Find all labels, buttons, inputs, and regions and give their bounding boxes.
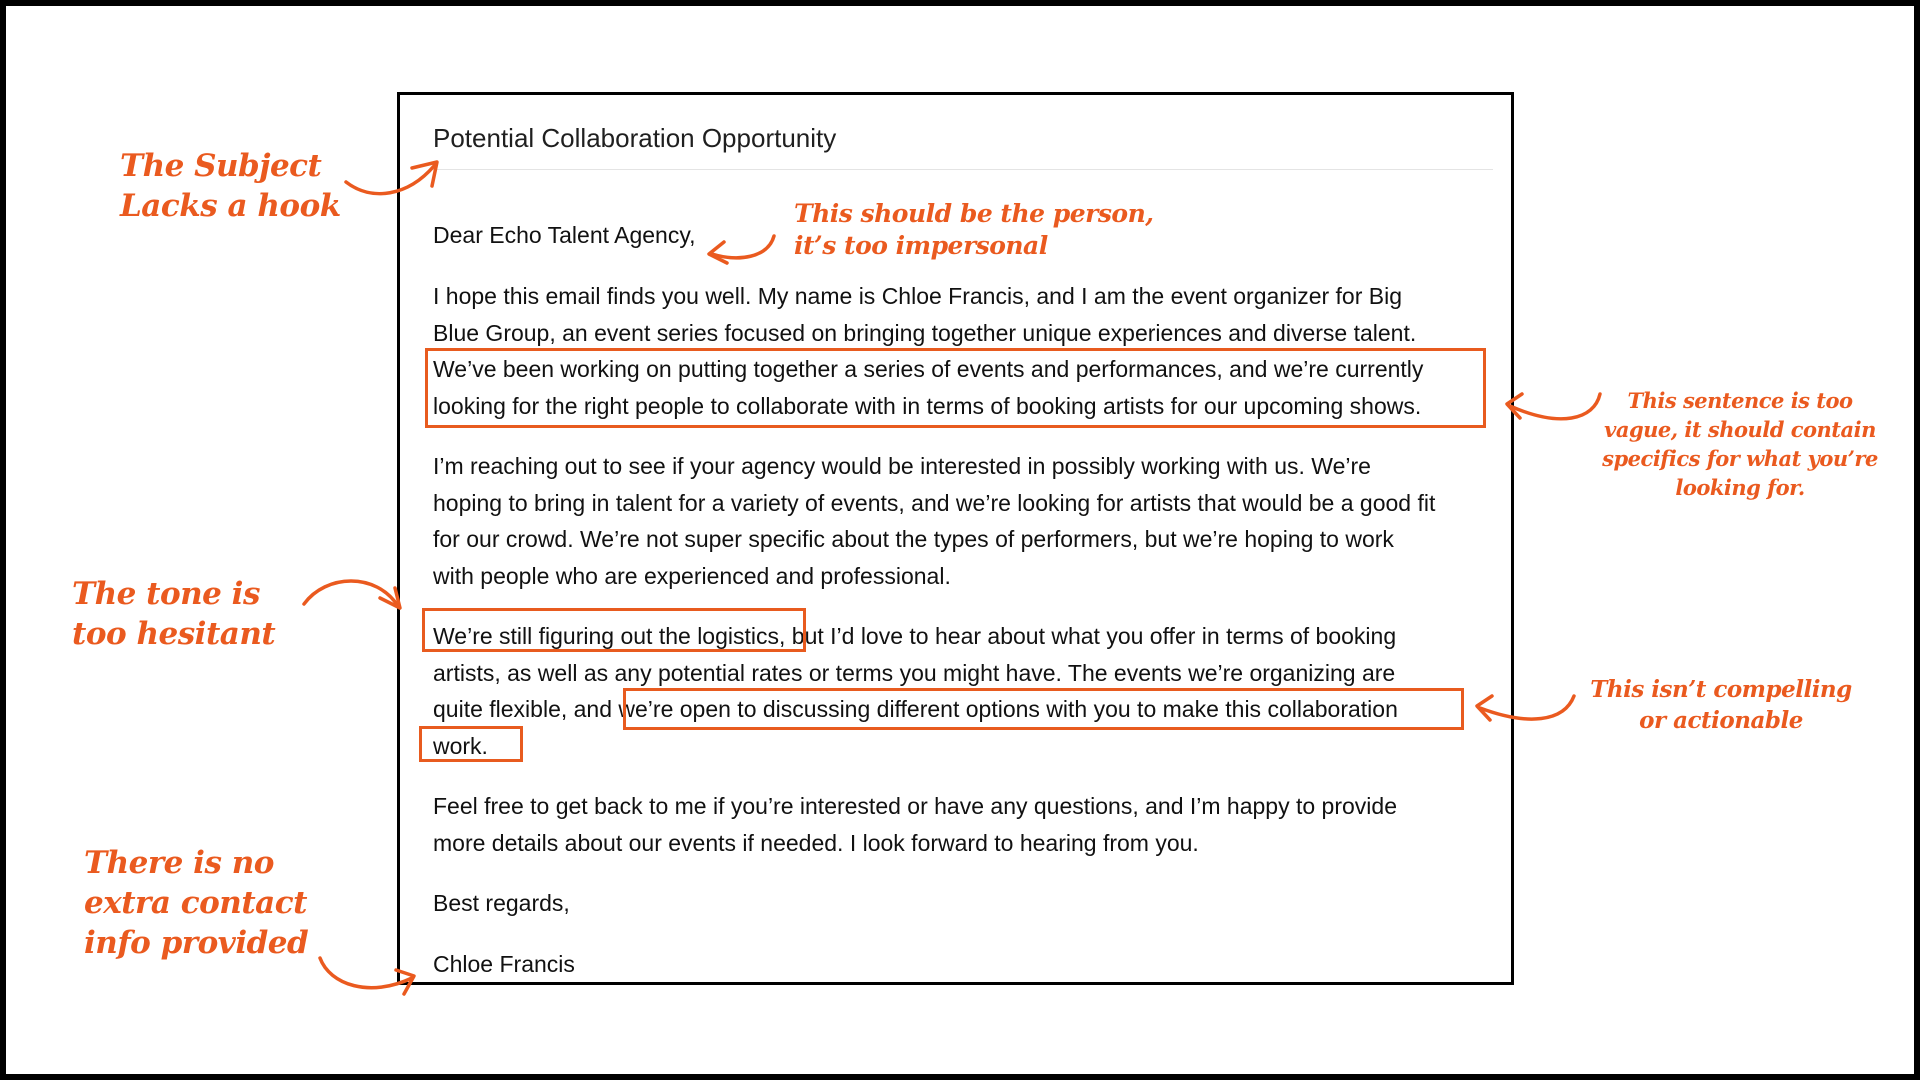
- paragraph-3-line: We’re still figuring out the logistics, but I’d love to hear about what you offer in terms of booking: [433, 623, 1397, 649]
- paragraph-3-line: work.: [433, 732, 488, 759]
- highlight-logistics-phrase: [422, 608, 806, 652]
- paragraph-3-line: artists, as well as any potential rates or terms you might have. The events we’re organizing are: [433, 659, 1396, 686]
- paragraph-2-line: for our crowd. We’re not super specific about the types of performers, but we’re hoping to work: [433, 526, 1394, 552]
- highlight-open-to-discussing: [623, 688, 1464, 730]
- paragraph-1-line: We’ve been working on putting together a series of events and performances, and we’re currently: [433, 356, 1424, 382]
- note-line: There is no: [84, 845, 274, 881]
- paragraph-1-line: I hope this email finds you well. My name is Chloe Francis, and I am the event organizer for Big: [433, 283, 1403, 309]
- note-line: The tone is: [72, 576, 260, 612]
- note-line: extra contact: [84, 885, 307, 921]
- highlight-vague-sentence: [425, 348, 1486, 428]
- note-line: info provided: [84, 925, 309, 961]
- note-not-compelling: [1580, 674, 1862, 736]
- paragraph-1-line: Blue Group, an event series focused on bringing together unique experiences and diverse talent.: [433, 319, 1417, 346]
- note-no-contact-info: [84, 843, 308, 963]
- note-line: it’s too impersonal: [794, 231, 1048, 260]
- paragraph-1-line: looking for the right people to collaborate with in terms of booking artists for our upcoming shows.: [433, 392, 1422, 419]
- email-subject: Potential Collaboration Opportunity: [433, 123, 837, 153]
- paragraph-4-line: more details about our events if needed. I look forward to hearing from you.: [433, 829, 1199, 856]
- note-line: This isn’t compelling: [1590, 676, 1852, 703]
- highlight-work-word: [419, 726, 523, 762]
- note-line: Lacks a hook: [120, 188, 341, 224]
- subject-divider: [433, 169, 1493, 170]
- note-line: The Subject: [120, 148, 322, 184]
- note-hesitant-tone: [72, 574, 275, 654]
- paragraph-2-line: I’m reaching out to see if your agency would be interested in possibly working with us. We’re: [433, 453, 1371, 479]
- note-line: This sentence is too: [1627, 388, 1853, 413]
- note-line: or actionable: [1639, 707, 1803, 734]
- paragraph-3-line: quite flexible, and we’re open to discussing different options with you to make this collaboration: [433, 696, 1398, 722]
- note-greeting-impersonal: [794, 198, 1153, 262]
- paragraph-2-line: hoping to bring in talent for a variety of events, and we’re looking for artists that would be a good fit: [433, 489, 1436, 516]
- paragraph-2-line: with people who are experienced and professional.: [433, 562, 951, 589]
- note-line: vague, it should contain: [1604, 417, 1876, 442]
- note-subject-hook: [120, 146, 341, 226]
- email-signature: Chloe Francis: [433, 951, 575, 977]
- email-signoff: Best regards,: [433, 890, 570, 916]
- note-line: This should be the person,: [794, 199, 1154, 228]
- email-greeting: Dear Echo Talent Agency,: [433, 222, 696, 248]
- note-line: too hesitant: [72, 616, 276, 652]
- note-vague-sentence: [1580, 386, 1900, 502]
- note-line: specifics for what you’re: [1602, 446, 1878, 471]
- paragraph-4-line: Feel free to get back to me if you’re interested or have any questions, and I’m happy to provide: [433, 793, 1397, 819]
- note-line: looking for.: [1675, 475, 1805, 500]
